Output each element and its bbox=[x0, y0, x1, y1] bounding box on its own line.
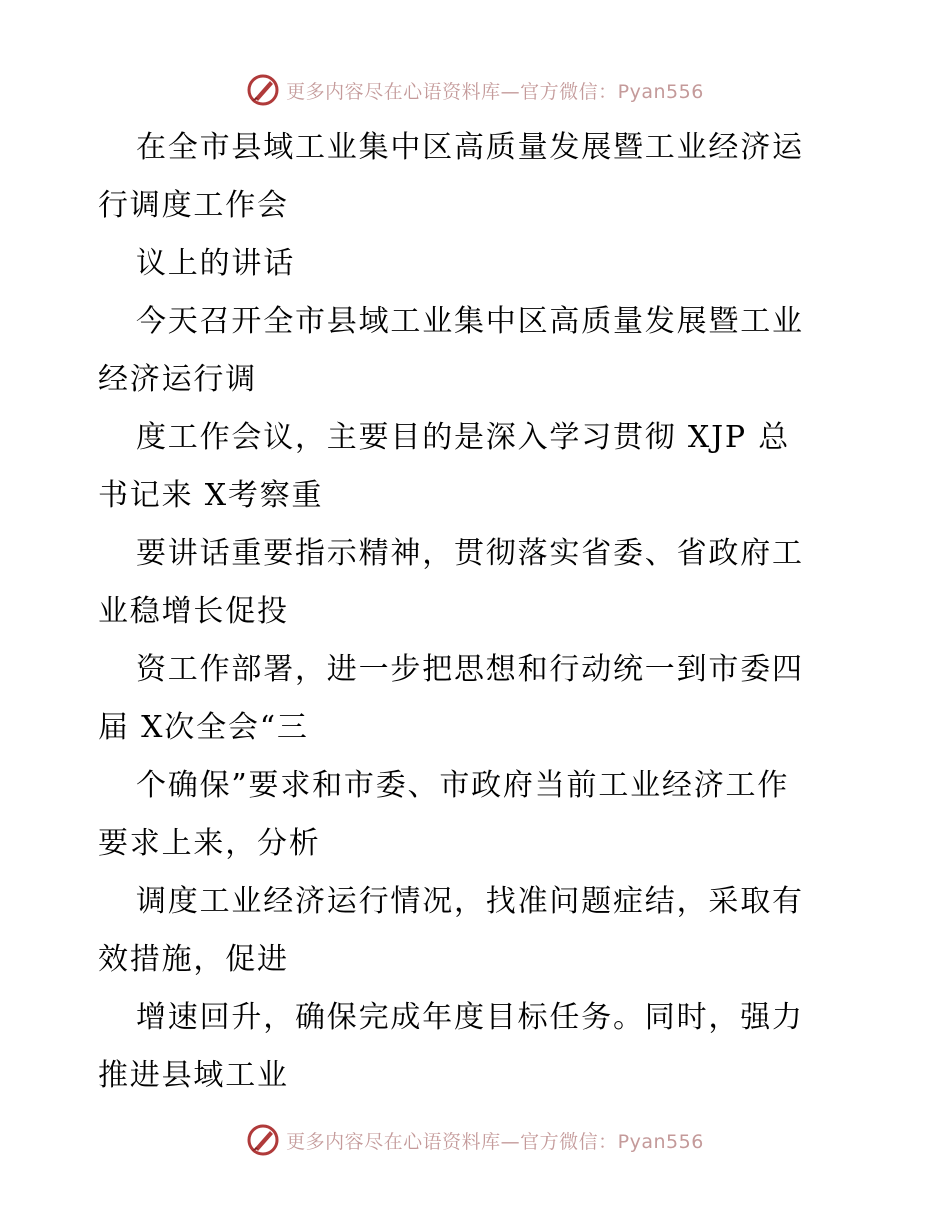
text-line: 今天召开全市县域工业集中区高质量发展暨工业 bbox=[136, 304, 804, 339]
text-line: 在全市县域工业集中区高质量发展暨工业经济运 bbox=[136, 130, 804, 165]
text-line: 增速回升，确保完成年度目标任务。同时，强力 bbox=[136, 1000, 804, 1035]
quill-pen-logo-icon bbox=[246, 1123, 280, 1157]
text-line: 推进县域工业 bbox=[98, 1058, 289, 1093]
text-line: 要求上来，分析 bbox=[98, 826, 321, 861]
text-line: 要讲话重要指示精神，贯彻落实省委、省政府工 bbox=[136, 536, 804, 571]
text-line: 资工作部署，进一步把思想和行动统一到市委四 bbox=[136, 652, 804, 687]
text-line: 效措施，促进 bbox=[98, 942, 289, 977]
header-watermark-text: 更多内容尽在心语资料库—官方微信：Pyan556 bbox=[286, 80, 704, 103]
text-line: 行调度工作会 bbox=[98, 188, 289, 223]
text-line: 个确保”要求和市委、市政府当前工业经济工作 bbox=[136, 768, 790, 803]
text-line: 书记来 X考察重 bbox=[98, 478, 324, 513]
header-watermark-banner bbox=[0, 72, 950, 108]
text-line: 经济运行调 bbox=[98, 362, 257, 397]
text-line: 业稳增长促投 bbox=[98, 594, 289, 629]
text-line: 届 X次全会“三 bbox=[98, 710, 309, 745]
footer-watermark-text: 更多内容尽在心语资料库—官方微信：Pyan556 bbox=[286, 1130, 704, 1153]
text-line: 度工作会议，主要目的是深入学习贯彻 XJP 总 bbox=[136, 420, 791, 455]
footer-watermark-banner bbox=[0, 1122, 950, 1158]
text-line: 议上的讲话 bbox=[136, 246, 295, 281]
quill-pen-logo-icon bbox=[246, 73, 280, 107]
text-line: 调度工业经济运行情况，找准问题症结，采取有 bbox=[136, 884, 804, 919]
